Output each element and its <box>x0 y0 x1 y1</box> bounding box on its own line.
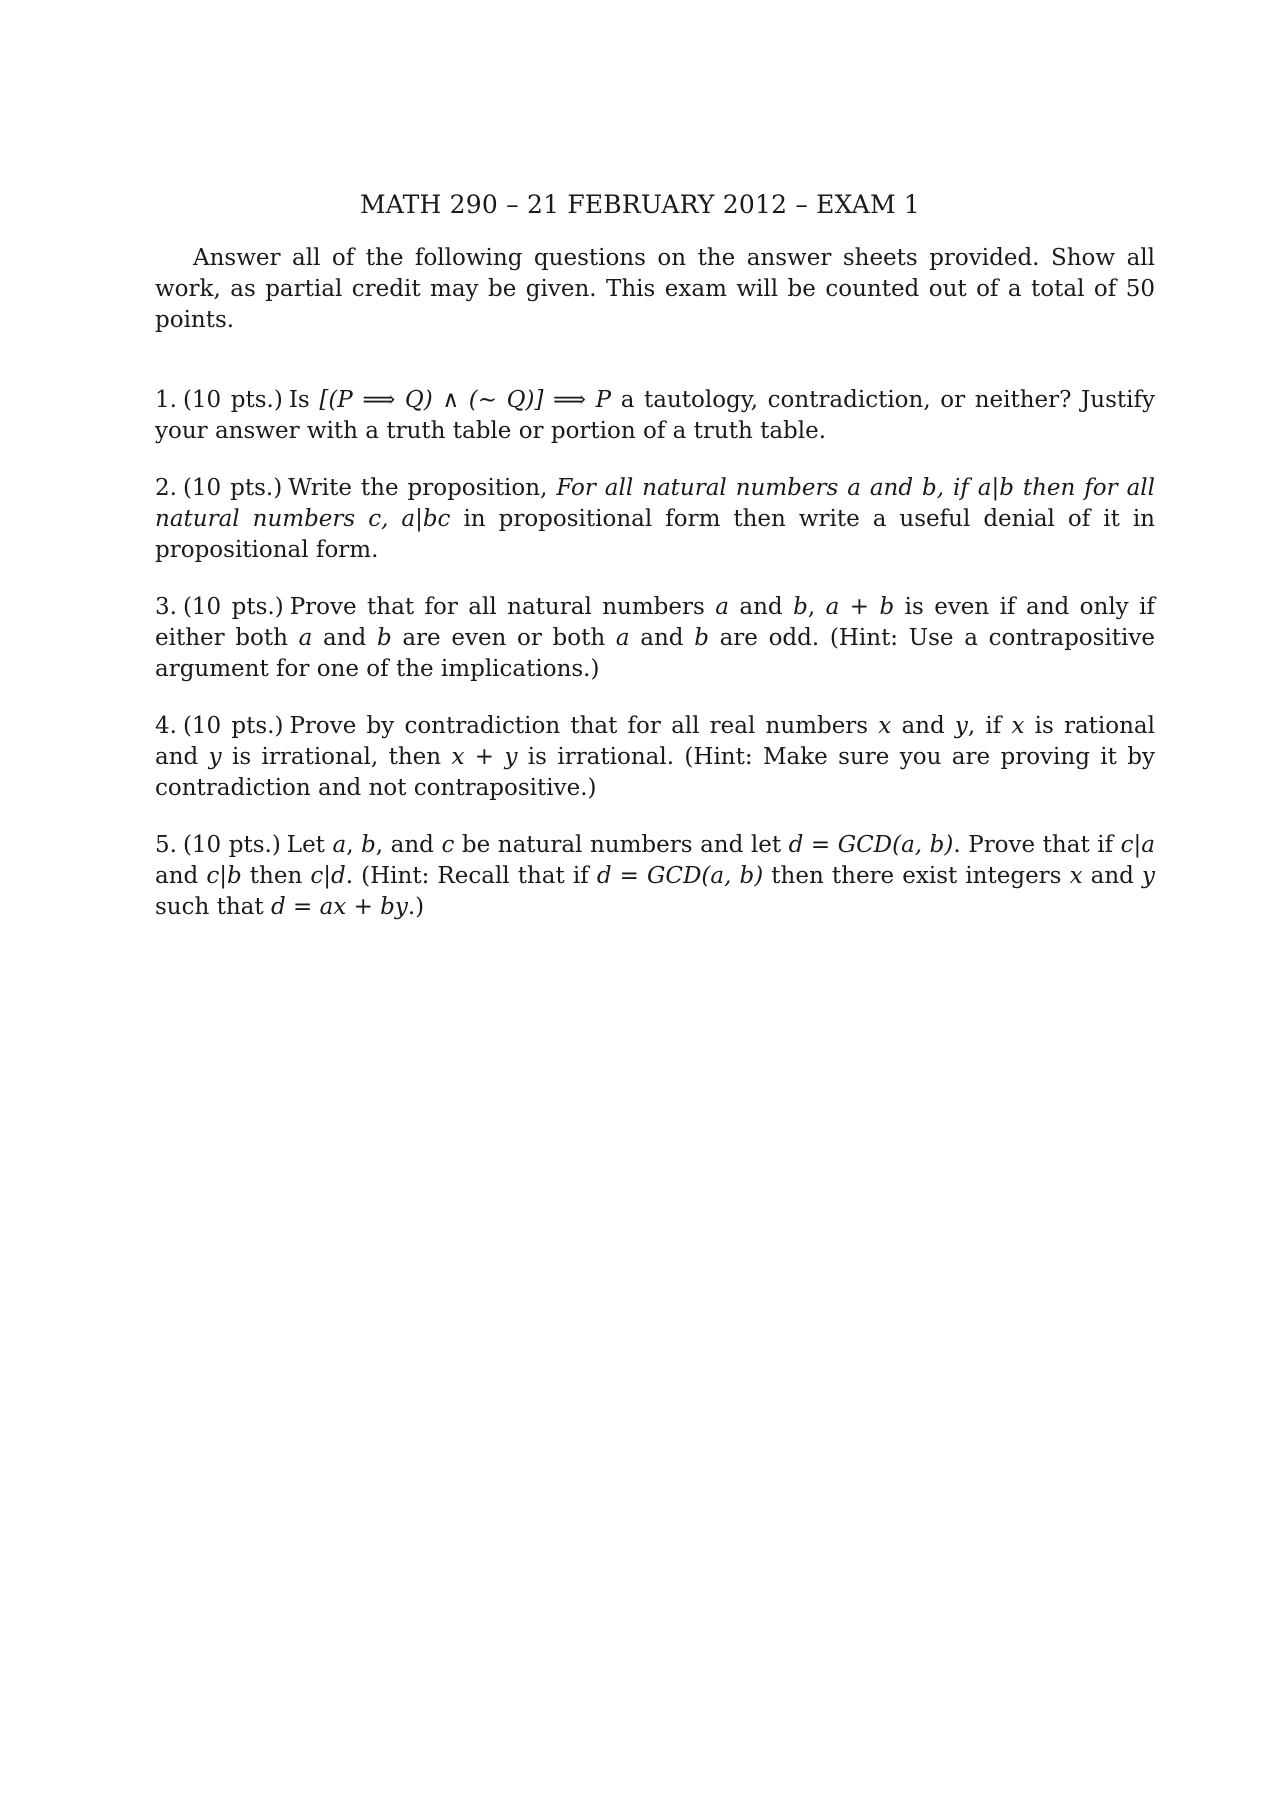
question-number: 2. <box>155 475 177 501</box>
math-expression: b <box>376 625 392 651</box>
math-expression: y <box>208 744 222 770</box>
question-text: Prove that for all natural numbers <box>289 594 716 620</box>
question-text: then there exist integers <box>763 863 1070 889</box>
question-text: and <box>155 863 207 889</box>
question-number: 1. <box>155 387 177 413</box>
math-expression: a + b <box>825 594 895 620</box>
math-expression: x <box>1011 713 1025 739</box>
math-expression: x <box>878 713 892 739</box>
question-text: Write the proposition, <box>288 475 557 501</box>
question-text: . (Hint: Recall that if <box>345 863 597 889</box>
emphasized-text: For all natural numbers a and b, if a|b then for all natural numbers c, a|bc <box>155 475 1155 532</box>
question-text: is rational and <box>155 713 1155 770</box>
math-expression: [(P ⟹ Q) ∧ (∼ Q)] ⟹ P <box>319 387 612 413</box>
math-expression: d = GCD(a, b) <box>788 832 954 858</box>
question-text: then <box>241 863 311 889</box>
question-text: . Prove that if <box>953 832 1121 858</box>
question-text: and <box>312 625 377 651</box>
question-text: a tautology, contradiction, or neither? Justify your answer with a truth table or portion of a truth table. <box>155 387 1156 444</box>
question-text: is irrational, then <box>221 744 452 770</box>
question-4 <box>155 711 1155 804</box>
question-text: , and <box>375 832 442 858</box>
question-points: (10 pts.) <box>182 387 283 413</box>
question-text: and <box>629 625 695 651</box>
question-number: 4. <box>155 713 177 739</box>
question-text: and <box>1082 863 1142 889</box>
math-expression: b <box>361 832 376 858</box>
math-expression: y <box>954 713 968 739</box>
question-text: , <box>346 832 362 858</box>
question-text: , <box>807 594 826 620</box>
question-1 <box>155 385 1155 447</box>
question-text: Is <box>288 387 320 413</box>
question-points: (10 pts.) <box>182 475 283 501</box>
question-number: 5. <box>155 832 177 858</box>
math-expression: a <box>715 594 729 620</box>
math-expression: a <box>298 625 313 651</box>
question-text: are even or both <box>391 625 616 651</box>
question-text: Let <box>286 832 333 858</box>
question-text: , if <box>967 713 1012 739</box>
math-expression: a <box>615 625 630 651</box>
math-expression: a <box>332 832 347 858</box>
question-text: is even if and only if either both <box>155 594 1155 651</box>
exam-title: MATH 290 – 21 FEBRUARY 2012 – EXAM 1 <box>359 190 921 219</box>
question-3 <box>155 592 1155 685</box>
math-expression: b <box>793 594 808 620</box>
question-text: .) <box>407 894 425 920</box>
exam-content <box>155 243 1155 949</box>
math-expression: c <box>441 832 455 858</box>
math-expression: c|b <box>206 863 242 889</box>
math-expression: y <box>1142 863 1155 889</box>
question-5 <box>155 830 1155 923</box>
math-expression: d = ax + by <box>270 894 408 920</box>
math-expression: c|d <box>310 863 346 889</box>
question-number: 3. <box>155 594 177 620</box>
math-expression: x <box>1069 863 1083 889</box>
question-text: Prove by contradiction that for all real numbers <box>289 713 879 739</box>
question-text: is irrational. (Hint: Make sure you are proving it by contradiction and not contrapositive.) <box>155 744 1155 801</box>
question-text: be natural numbers and let <box>454 832 789 858</box>
math-expression: b <box>694 625 709 651</box>
question-list <box>155 385 1155 923</box>
math-expression: d = GCD(a, b) <box>596 863 764 889</box>
question-text: and <box>891 713 955 739</box>
question-text: are odd. (Hint: Use a contrapositive argument for one of the implications.) <box>155 625 1156 682</box>
question-2 <box>155 473 1155 566</box>
math-expression: x + y <box>451 744 518 770</box>
question-points: (10 pts.) <box>182 594 284 620</box>
question-points: (10 pts.) <box>182 832 281 858</box>
exam-instructions: Answer all of the following questions on the answer sheets provided. Show all work, as partial credit may be given. This exam will be counted out of a total of 50 points. <box>155 245 1155 333</box>
question-points: (10 pts.) <box>182 713 284 739</box>
question-text: such that <box>155 894 271 920</box>
question-text: in propositional form then write a useful denial of it in propositional form. <box>155 506 1155 563</box>
math-expression: c|a <box>1120 832 1155 858</box>
question-text: and <box>728 594 794 620</box>
